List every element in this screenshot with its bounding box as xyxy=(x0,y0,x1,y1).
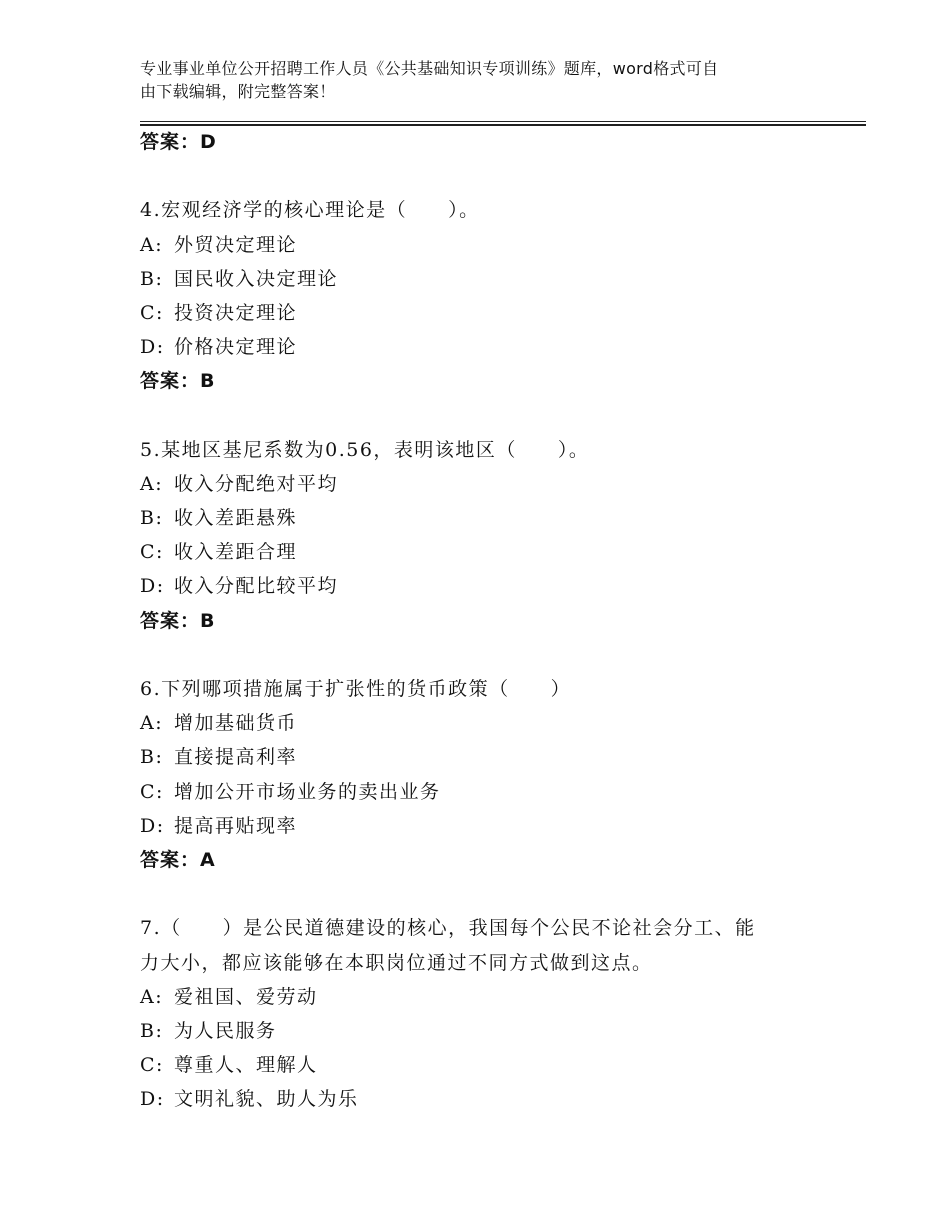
option-c xyxy=(140,775,840,809)
option-label: A: xyxy=(140,472,164,495)
option-label: C: xyxy=(140,1054,164,1077)
option-label: C: xyxy=(140,301,164,324)
answer-line: 答案：D xyxy=(140,131,217,153)
option-b xyxy=(140,1014,840,1048)
option-text: 收入分配绝对平均 xyxy=(174,472,339,495)
option-label: A: xyxy=(140,233,164,256)
option-c xyxy=(140,1048,840,1082)
option-c xyxy=(140,535,840,569)
option-text: 增加公开市场业务的卖出业务 xyxy=(174,780,441,803)
header-divider-thin xyxy=(140,121,866,122)
question-stem-line-2: 力大小，都应该能够在本职岗位通过不同方式做到这点。 xyxy=(140,951,653,974)
option-text: 收入差距悬殊 xyxy=(174,507,298,530)
header-line-1: 专业事业单位公开招聘工作人员《公共基础知识专项训练》题库，word格式可自 xyxy=(140,59,719,78)
option-d xyxy=(140,569,840,603)
option-a xyxy=(140,706,840,740)
option-label: C: xyxy=(140,780,164,803)
option-text: 爱祖国、爱劳动 xyxy=(174,985,318,1008)
header-line-2: 由下载编辑，附完整答案！ xyxy=(140,82,336,101)
answer-line: 答案：B xyxy=(140,609,216,632)
option-text: 外贸决定理论 xyxy=(174,233,298,256)
question-7 xyxy=(140,911,840,1116)
option-a xyxy=(140,980,840,1014)
option-text: 国民收入决定理论 xyxy=(174,267,339,290)
spacer xyxy=(140,159,840,193)
document-header xyxy=(140,57,810,103)
option-text: 价格决定理论 xyxy=(174,336,298,359)
option-text: 投资决定理论 xyxy=(174,301,298,324)
option-text: 文明礼貌、助人为乐 xyxy=(174,1088,359,1111)
option-label: D: xyxy=(140,1088,165,1111)
question-stem-line-1: 7.（ ）是公民道德建设的核心，我国每个公民不论社会分工、能 xyxy=(140,917,756,940)
option-label: B: xyxy=(140,507,164,530)
option-label: B: xyxy=(140,746,164,769)
question-6 xyxy=(140,672,840,877)
answer-line: 答案：B xyxy=(140,370,216,393)
answer-line: 答案：A xyxy=(140,848,216,871)
option-label: D: xyxy=(140,336,165,359)
option-b xyxy=(140,740,840,774)
question-stem: 4.宏观经济学的核心理论是（ ）。 xyxy=(140,199,480,222)
spacer xyxy=(140,638,840,672)
option-text: 增加基础货币 xyxy=(174,712,298,735)
option-d xyxy=(140,330,840,364)
question-4 xyxy=(140,193,840,398)
option-a xyxy=(140,228,840,262)
option-text: 为人民服务 xyxy=(174,1019,277,1042)
spacer xyxy=(140,877,840,911)
option-b xyxy=(140,262,840,296)
option-text: 尊重人、理解人 xyxy=(174,1054,318,1077)
option-label: B: xyxy=(140,267,164,290)
option-label: D: xyxy=(140,814,165,837)
option-text: 收入差距合理 xyxy=(174,541,298,564)
option-label: B: xyxy=(140,1019,164,1042)
option-b xyxy=(140,501,840,535)
option-d xyxy=(140,1082,840,1116)
question-stem: 6.下列哪项措施属于扩张性的货币政策（ ） xyxy=(140,678,572,700)
option-d xyxy=(140,809,840,843)
option-label: C: xyxy=(140,541,164,564)
option-text: 收入分配比较平均 xyxy=(174,575,339,598)
option-text: 直接提高利率 xyxy=(174,746,298,769)
question-5 xyxy=(140,433,840,638)
option-a xyxy=(140,467,840,501)
option-label: A: xyxy=(140,712,164,735)
option-label: D: xyxy=(140,575,165,598)
option-label: A: xyxy=(140,985,164,1008)
question-list xyxy=(140,125,840,1116)
question-stem: 5.某地区基尼系数为0.56，表明该地区（ ）。 xyxy=(140,438,590,461)
spacer xyxy=(140,399,840,433)
option-c xyxy=(140,296,840,330)
option-text: 提高再贴现率 xyxy=(174,814,298,837)
